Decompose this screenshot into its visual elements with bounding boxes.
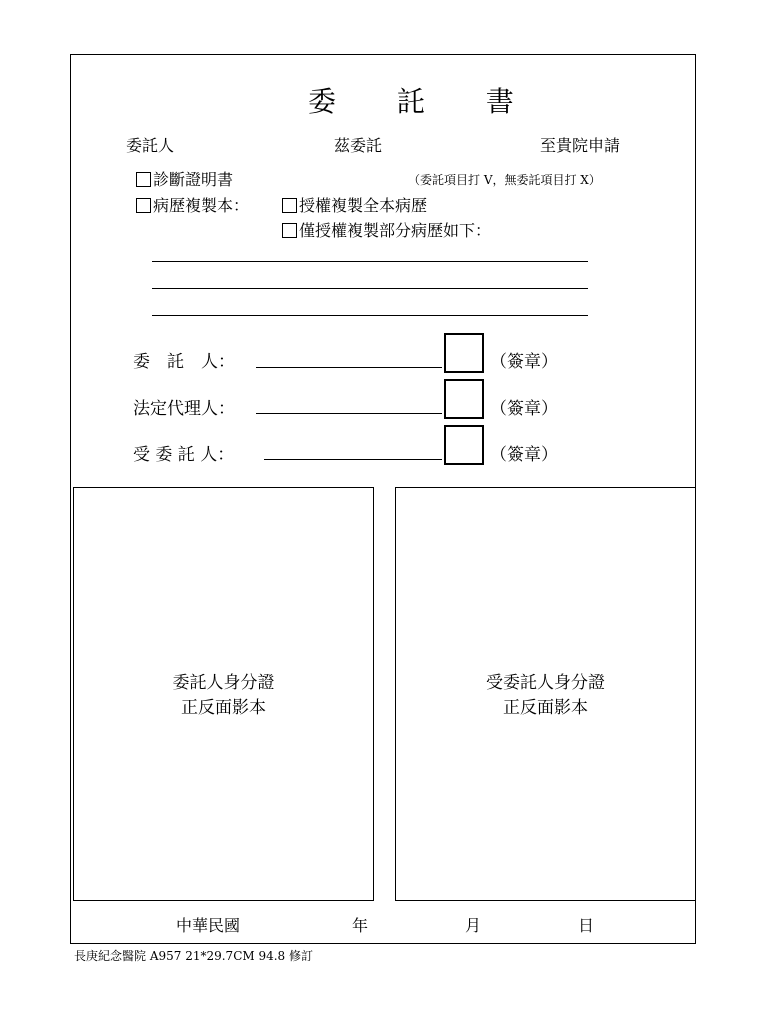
records-detail-line-3[interactable] xyxy=(152,315,588,316)
records-partial-checkbox[interactable] xyxy=(282,223,297,238)
id-copy-box-delegatee[interactable] xyxy=(395,487,696,901)
records-detail-line-1[interactable] xyxy=(152,261,588,262)
records-full-label: 授權複製全本病歷 xyxy=(299,196,428,215)
diagnosis-label: 診斷證明書 xyxy=(153,170,234,189)
item-records-partial xyxy=(282,218,491,241)
date-year: 年 xyxy=(352,916,369,935)
diagnosis-checkbox[interactable] xyxy=(136,172,151,187)
id-box-left-line1: 委託人身分證 xyxy=(172,673,275,693)
signature-label-delegator: 委 託 人： xyxy=(133,352,235,372)
date-day: 日 xyxy=(578,916,595,935)
signature-line-guardian[interactable] xyxy=(256,413,442,414)
item-records xyxy=(136,193,249,216)
id-box-left-line2: 正反面影本 xyxy=(181,698,266,718)
form-title: 委 託 書 xyxy=(308,85,540,118)
records-checkbox[interactable] xyxy=(136,198,151,213)
id-box-right-line2: 正反面影本 xyxy=(503,698,588,718)
seal-text-delegatee: （簽章） xyxy=(490,445,558,465)
seal-text-guardian: （簽章） xyxy=(490,399,558,419)
form-footer: 長庚紀念醫院 A957 21*29.7CM 94.8 修訂 xyxy=(74,949,314,963)
seal-text-delegator: （簽章） xyxy=(490,352,558,372)
item-records-full xyxy=(282,193,427,216)
seal-box-delegator[interactable] xyxy=(444,333,484,373)
signature-line-delegatee[interactable] xyxy=(264,459,442,460)
records-label: 病歷複製本： xyxy=(153,196,250,215)
signature-label-guardian: 法定代理人： xyxy=(133,399,235,419)
records-full-checkbox[interactable] xyxy=(282,198,297,213)
delegator-label: 委託人 xyxy=(126,136,175,155)
instruction-note: （委託項目打 V，無委託項目打 X） xyxy=(408,173,601,187)
hereby-label: 茲委託 xyxy=(334,136,383,155)
apply-label: 至貴院申請 xyxy=(540,136,621,155)
id-copy-box-delegator[interactable] xyxy=(73,487,374,901)
records-detail-line-2[interactable] xyxy=(152,288,588,289)
signature-label-delegatee: 受 委 託 人： xyxy=(133,445,235,465)
date-era: 中華民國 xyxy=(176,916,241,935)
item-diagnosis xyxy=(136,167,233,190)
seal-box-delegatee[interactable] xyxy=(444,425,484,465)
date-month: 月 xyxy=(465,916,482,935)
records-partial-label: 僅授權複製部分病歷如下： xyxy=(299,221,492,240)
signature-line-delegator[interactable] xyxy=(256,367,442,368)
id-box-right-line1: 受委託人身分證 xyxy=(486,673,605,693)
seal-box-guardian[interactable] xyxy=(444,379,484,419)
